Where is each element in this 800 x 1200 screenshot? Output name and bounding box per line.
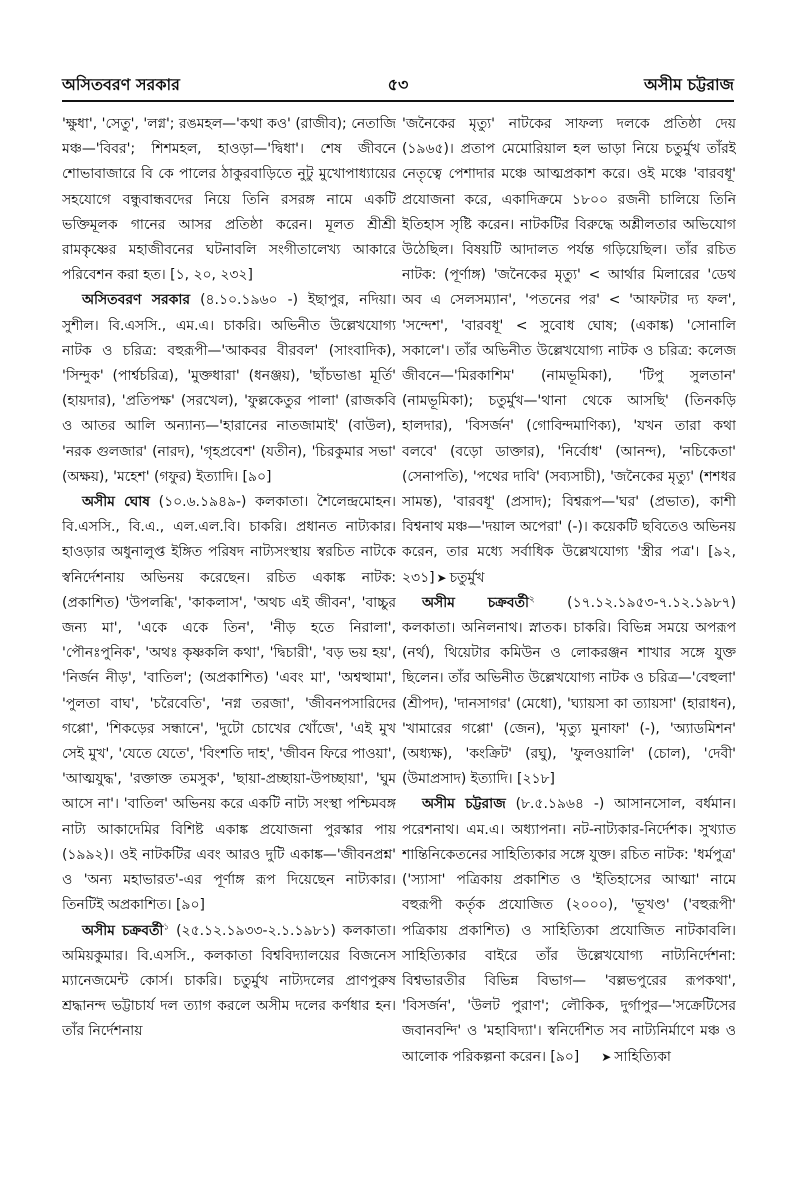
entry-headword: অসীম ঘোষ: [82, 494, 150, 511]
entry-asim-chakraborty-2: [402, 591, 736, 793]
continued-entry-text: [402, 112, 736, 591]
entry-headword: অসীম চক্রবর্তী: [82, 922, 164, 939]
left-column: [62, 112, 396, 1162]
cross-reference: সাহিত্যিকা: [614, 1048, 671, 1065]
arrow-right-icon: ➤: [601, 1049, 612, 1064]
entry-body: (৪.১০.১৯৬০ -) ইছাপুর, নদিয়া। সুশীল। বি.এসসি., এম.এ। চাকরি। অভিনীত উল্লেখযোগ্য নাটক ও চরিত্র: বহুরূপী—'আকবর বীরবল' (সাংবাদিক), 'সিন্দুক' (পার্শ্বচরিত্র), 'মুক্তধারা' (ধনঞ্জয়), 'ছাঁচভাঙা মূর্তি' (হায়দার), 'প্রতিপক্ষ' (সরখেল), 'ফুল্লকেতুর পালা' (রাজকবি ও আতর আলি অন্যান্য—'হারানের নাতজামাই' (বাউল), 'নরক গুলজার' (নারদ), 'গৃহপ্রবেশ' (যতীন), 'চিরকুমার সভা' (অক্ষয়), 'মহেশ' (গফুর) ইত্যাদি। [৯০]: [62, 292, 396, 485]
continued-entry-text: 'ক্ষুধা', 'সেতু', 'লগ্ন'; রঙমহল—'কথা কও' (রাজীব); নেতাজি মঞ্চ—'বিবর'; শিশমহল, হাওড়া—'দ্বিধা'। শেষ জীবনে শোভাবাজারে বি কে পালের ঠাকুরবাড়িতে নুটু মুখোপাধ্যায়ের সহযোগে বন্ধুবান্ধবদের নিয়ে তিনি রসরঙ্গ নামে একটি ভক্তিমূলক গানের আসর প্রতিষ্ঠা করেন। মূলত শ্রীশ্রী রামকৃষ্ণের মহাজীবনের ঘটনাবলি সংগীতালেখ্য আকারে পরিবেশন করা হত। [১, ২০, ২৩২]: [62, 116, 396, 284]
continued-entry-body: 'জনৈকের মৃত্যু' নাটকের সাফল্য দলকে প্রতিষ্ঠা দেয় (১৯৬৫)। প্রতাপ মেমোরিয়াল হল ভাড়া নিয়ে চতুর্মুখ তাঁরই নেতৃত্বে পেশাদার মঞ্চে আত্মপ্রকাশ করে। ওই মঞ্চে 'বারবধূ' প্রযোজনা করে, একাদিক্রমে ১৮০০ রজনী চালিয়ে তিনি ইতিহাস সৃষ্টি করেন। নাটকটির বিরুদ্ধে অশ্লীলতার অভিযোগ উঠেছিল। বিষয়টি আদালত পর্যন্ত গড়িয়েছিল। তাঁর রচিত নাটক: (পূর্ণাঙ্গ) 'জনৈকের মৃত্যু' < আর্থার মিলারের 'ডেথ অব এ সেলসম্যান', 'পতনের পর' < 'আফটার দ্য ফল', 'সন্দেশ', 'বারবধূ' < সুবোধ ঘোষ; (একাঙ্ক) 'সোনালি সকালে'। তাঁর অভিনীত উল্লেখযোগ্য নাটক ও চরিত্র: কলেজ জীবনে—'মিরকাশিম' (নামভূমিকা), 'টিপু সুলতান' (নামভূমিকা); চতুর্মুখ—'থানা থেকে আসছি' (তিনকড়ি হালদার), 'বিসর্জন' (গোবিন্দমাণিক্য), 'যখন তারা কথা বলবে' (বড়ো ডাক্তার), 'নির্বোধ' (আনন্দ), 'নচিকেতা' (সেনাপতি), 'পথের দাবি' (সব্যসাচী), 'জনৈকের মৃত্যু' (শশধর সামন্ত), 'বারবধূ' (প্রসাদ); বিশ্বরূপ—'ঘর' (প্রভাত), কাশী বিশ্বনাথ মঞ্চ—'দয়াল অপেরা' (-)। কয়েকটি ছবিতেও অভিনয় করেন, তার মধ্যে সর্বাধিক উল্লেখযোগ্য 'স্ত্রীর পত্র'। [৯২, ২৩১]: [402, 116, 736, 586]
homonym-number: ২: [528, 594, 535, 605]
entry-headword: অসীম চক্রবর্তী: [422, 594, 529, 611]
running-header: [62, 66, 734, 96]
header-left-guideword: অসিতবরণ সরকার: [62, 75, 180, 94]
cross-reference: চতুর্মুখ: [449, 569, 485, 586]
entry-body: (২৫.১২.১৯৩৩-২.১.১৯৮১) কলকাতা। অমিয়কুমার। বি.এসসি., কলকাতা বিশ্ববিদ্যালয়ের বিজনেস ম্যানেজমেন্ট কোর্স। চাকরি। চতুর্মুখ নাট্যদলের প্রাণপুরুষ শ্রদ্ধানন্দ ভট্টাচার্য দল ত্যাগ করলে অসীম দলের কর্ণধার হন। তাঁর নির্দেশনায়: [62, 922, 396, 1040]
entry-asim-ghosh: [62, 490, 396, 918]
homonym-number: ১: [163, 921, 170, 932]
arrow-right-icon: ➤: [436, 570, 447, 585]
entry-asitabaran-sarkar: [62, 288, 396, 490]
entry-body: (১৭.১২.১৯৫৩-৭.১২.১৯৮৭) কলকাতা। অনিলনাথ। স্নাতক। চাকরি। বিভিন্ন সময়ে অপরূপ (নর্থ), থিয়েটার কমিউন ও লোকরঞ্জন শাখার সঙ্গে যুক্ত ছিলেন। তাঁর অভিনীত উল্লেখযোগ্য নাটক ও চরিত্র—'বেহুলা' (শ্রীপদ), 'দানসাগর' (মেধো), 'ঘ্যায়সা কা ত্যায়সা' (হারাধন), 'খামারের গপ্পো' (জেন), 'মৃত্যু মুনাফা' (-), 'অ্যাডমিশন' (অধ্যক্ষ), 'কংক্রিট' (রঘু), 'ফুলওয়ালি' (চোল), 'দেবী' (উমাপ্রসাদ) ইত্যাদি। [২১৮]: [402, 594, 736, 788]
page-number: ৫৩: [387, 75, 409, 94]
entry-body: (৮.৫.১৯৬৪ -) আসানসোল, বর্ধমান। পরেশনাথ। এম.এ। অধ্যাপনা। নট-নাট্যকার-নির্দেশক। সুখ্যাত শান্তিনিকেতনের সাহিত্যিকার সঙ্গে যুক্ত। রচিত নাটক: 'ধর্মপুত্র' ('স্যাসা' পত্রিকায় প্রকাশিত ও 'ইতিহাসের আত্মা' নামে বহুরূপী কর্তৃক প্রযোজিত (২০০০), 'ভূখণ্ড' ('বহুরূপী' পত্রিকায় প্রকাশিত) ও সাহিত্যিকা প্রযোজিত নাটকাবলি। সাহিত্যিকার বাইরে তাঁর উল্লেখযোগ্য নাট্যনির্দেশনা: বিশ্বভারতীর বিভিন্ন বিভাগ— 'বল্লভপুরের রূপকথা', 'বিসর্জন', 'উলট পুরাণ'; লৌকিক, দুর্গাপুর—'সক্রেটিসের জবানবন্দি' ও 'মহাবিদ্যা'। স্বনির্দেশিত সব নাট্যনির্মাণে মঞ্চ ও আলোক পরিকল্পনা করেন। [৯০]: [402, 796, 736, 1065]
entry-asim-chakraborty-1: [62, 919, 396, 1045]
entry-headword: অসীম চট্টরাজ: [422, 796, 506, 813]
entry-asim-chattaraj: [402, 792, 736, 1069]
header-rule: [62, 100, 734, 102]
header-right-guideword: অসীম চট্টরাজ: [644, 75, 734, 94]
entry-headword: অসিতবরণ সরকার: [82, 292, 191, 309]
entry-body: (১০.৬.১৯৪৯-) কলকাতা। শৈলেন্দ্রমোহন। বি.এসসি., বি.এ., এল.এল.বি। চাকরি। প্রধানত নাট্যকার। হাওড়ার অধুনালুপ্ত ইঙ্গিত পরিষদ নাট্যসংস্থায় স্বরচিত নাটকে স্বনির্দেশনায় অভিনয় করেছেন। রচিত একাঙ্ক নাটক: (প্রকাশিত) 'উপলব্ধি', 'কাকলাস', 'অথচ এই জীবন', 'বাচ্চুর জন্য মা', 'একে একে তিন', 'নীড় হতে নিরালা', 'পৌনঃপুনিক', 'অথঃ কৃষ্ণকলি কথা', 'দ্বিচারী', 'বড় ভয় হয়', 'নির্জন নীড়', 'বাতিল'; (অপ্রকাশিত) 'এবং মা', 'অশ্বত্থামা', 'পুলতা বাঘ', 'চরৈবেতি', 'নগ্ন তরজা', 'জীবনপসারিদের গপ্পো', 'শিকড়ের সন্ধানে', 'দুটো চোখের খোঁজে', 'এই মুখ সেই মুখ', 'যেতে যেতে', 'বিংশতি দাহ', 'জীবন ফিরে পাওয়া', 'আত্মযুদ্ধ', 'রক্তাক্ত তমসুক', 'ছায়া-প্রচ্ছায়া-উপচ্ছায়া', 'ঘুম আসে না'। 'বাতিল' অভিনয় করে একটি নাট্য সংস্থা পশ্চিমবঙ্গ নাট্য আকাদেমির বিশিষ্ট একাঙ্ক প্রযোজনা পুরস্কার পায় (১৯৯২)। ওই নাটকটির এবং আরও দুটি একাঙ্ক—'জীবনপ্রশ্ন' ও 'অন্য মহাভারত'-এর পূর্ণাঙ্গ রূপ দিয়েছেন নাট্যকার। তিনটিই অপ্রকাশিত। [৯০]: [62, 494, 396, 914]
right-column: [402, 112, 736, 1162]
